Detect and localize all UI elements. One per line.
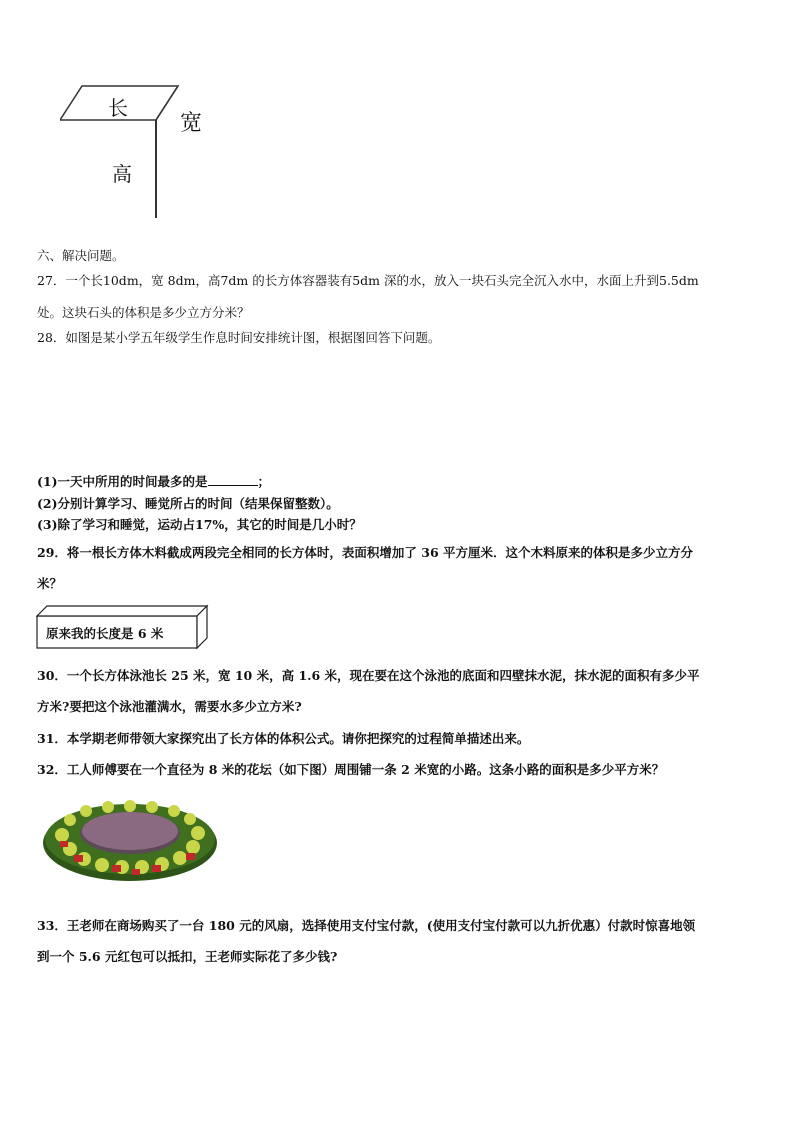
q31-text: 31．本学期老师带领大家探究出了长方体的体积公式。请你把探究的过程简单描述出来。 bbox=[37, 731, 530, 746]
board-label: 原来我的长度是 6 米 bbox=[46, 626, 164, 641]
q30-line2: 方米?要把这个泳池灌满水，需要水多少立方米? bbox=[37, 699, 302, 714]
q32-text: 32．工人师傅要在一个直径为 8 米的花坛（如下图）周围铺一条 2 米宽的小路。这条小路的面积是多少平方米？ bbox=[37, 762, 665, 777]
cuboid-face-svg bbox=[60, 78, 220, 223]
board-top bbox=[37, 606, 207, 616]
q33-line2: 到一个 5.6 元红包可以抵扣，王老师实际花了多少钱? bbox=[37, 949, 338, 964]
center-bed bbox=[82, 812, 178, 850]
q29-line1: 29．将一根长方体木料截成两段完全相同的长方体时，表面积增加了 36 平方厘米．这个木料原来的体积是多少立方分 bbox=[37, 545, 693, 560]
q28-stem: 28．如图是某小学五年级学生作息时间安排统计图，根据图回答下问题。 bbox=[37, 330, 441, 345]
q27-line1: 27．一个长10dm，宽 8dm，高7dm 的长方体容器装有5dm 深的水，放入一块石头完全沉入水中，水面上升到5.5dm bbox=[37, 273, 699, 288]
section-title: 六、解决问题。 bbox=[37, 248, 125, 263]
width-edge bbox=[156, 86, 178, 120]
q28-sub3: (3)除了学习和睡觉，运动占17%，其它的时间是几小时？ bbox=[37, 517, 362, 532]
label-height: 高 bbox=[112, 162, 132, 186]
q28-sub2: (2)分别计算学习、睡觉所占的时间（结果保留整数）。 bbox=[37, 496, 339, 511]
label-width: 宽 bbox=[180, 111, 203, 136]
q28-sub1 bbox=[37, 472, 270, 490]
wood-board-figure bbox=[36, 604, 211, 650]
q29-line2: 米？ bbox=[37, 576, 63, 591]
label-length: 长 bbox=[108, 96, 128, 120]
q27-line2: 处。这块石头的体积是多少立方分米？ bbox=[37, 305, 250, 320]
flower-bed-figure bbox=[40, 795, 220, 885]
q30-line1: 30．一个长方体泳池长 25 米，宽 10 米，高 1.6 米，现在要在这个泳池的底面和四壁抹水泥，抹水泥的面积有多少平 bbox=[37, 668, 700, 683]
cuboid-diagram bbox=[60, 78, 220, 223]
q28-sub1-prefix: (1)一天中所用的时间最多的是 bbox=[37, 474, 208, 489]
flower-bed-svg bbox=[40, 795, 220, 885]
q28-sub1-suffix: ； bbox=[257, 474, 271, 489]
answer-blank[interactable] bbox=[208, 473, 258, 486]
q33-line1: 33．王老师在商场购买了一台 180 元的风扇，选择使用支付宝付款，(使用支付宝付款可以九折优惠）付款时惊喜地领 bbox=[37, 918, 696, 933]
